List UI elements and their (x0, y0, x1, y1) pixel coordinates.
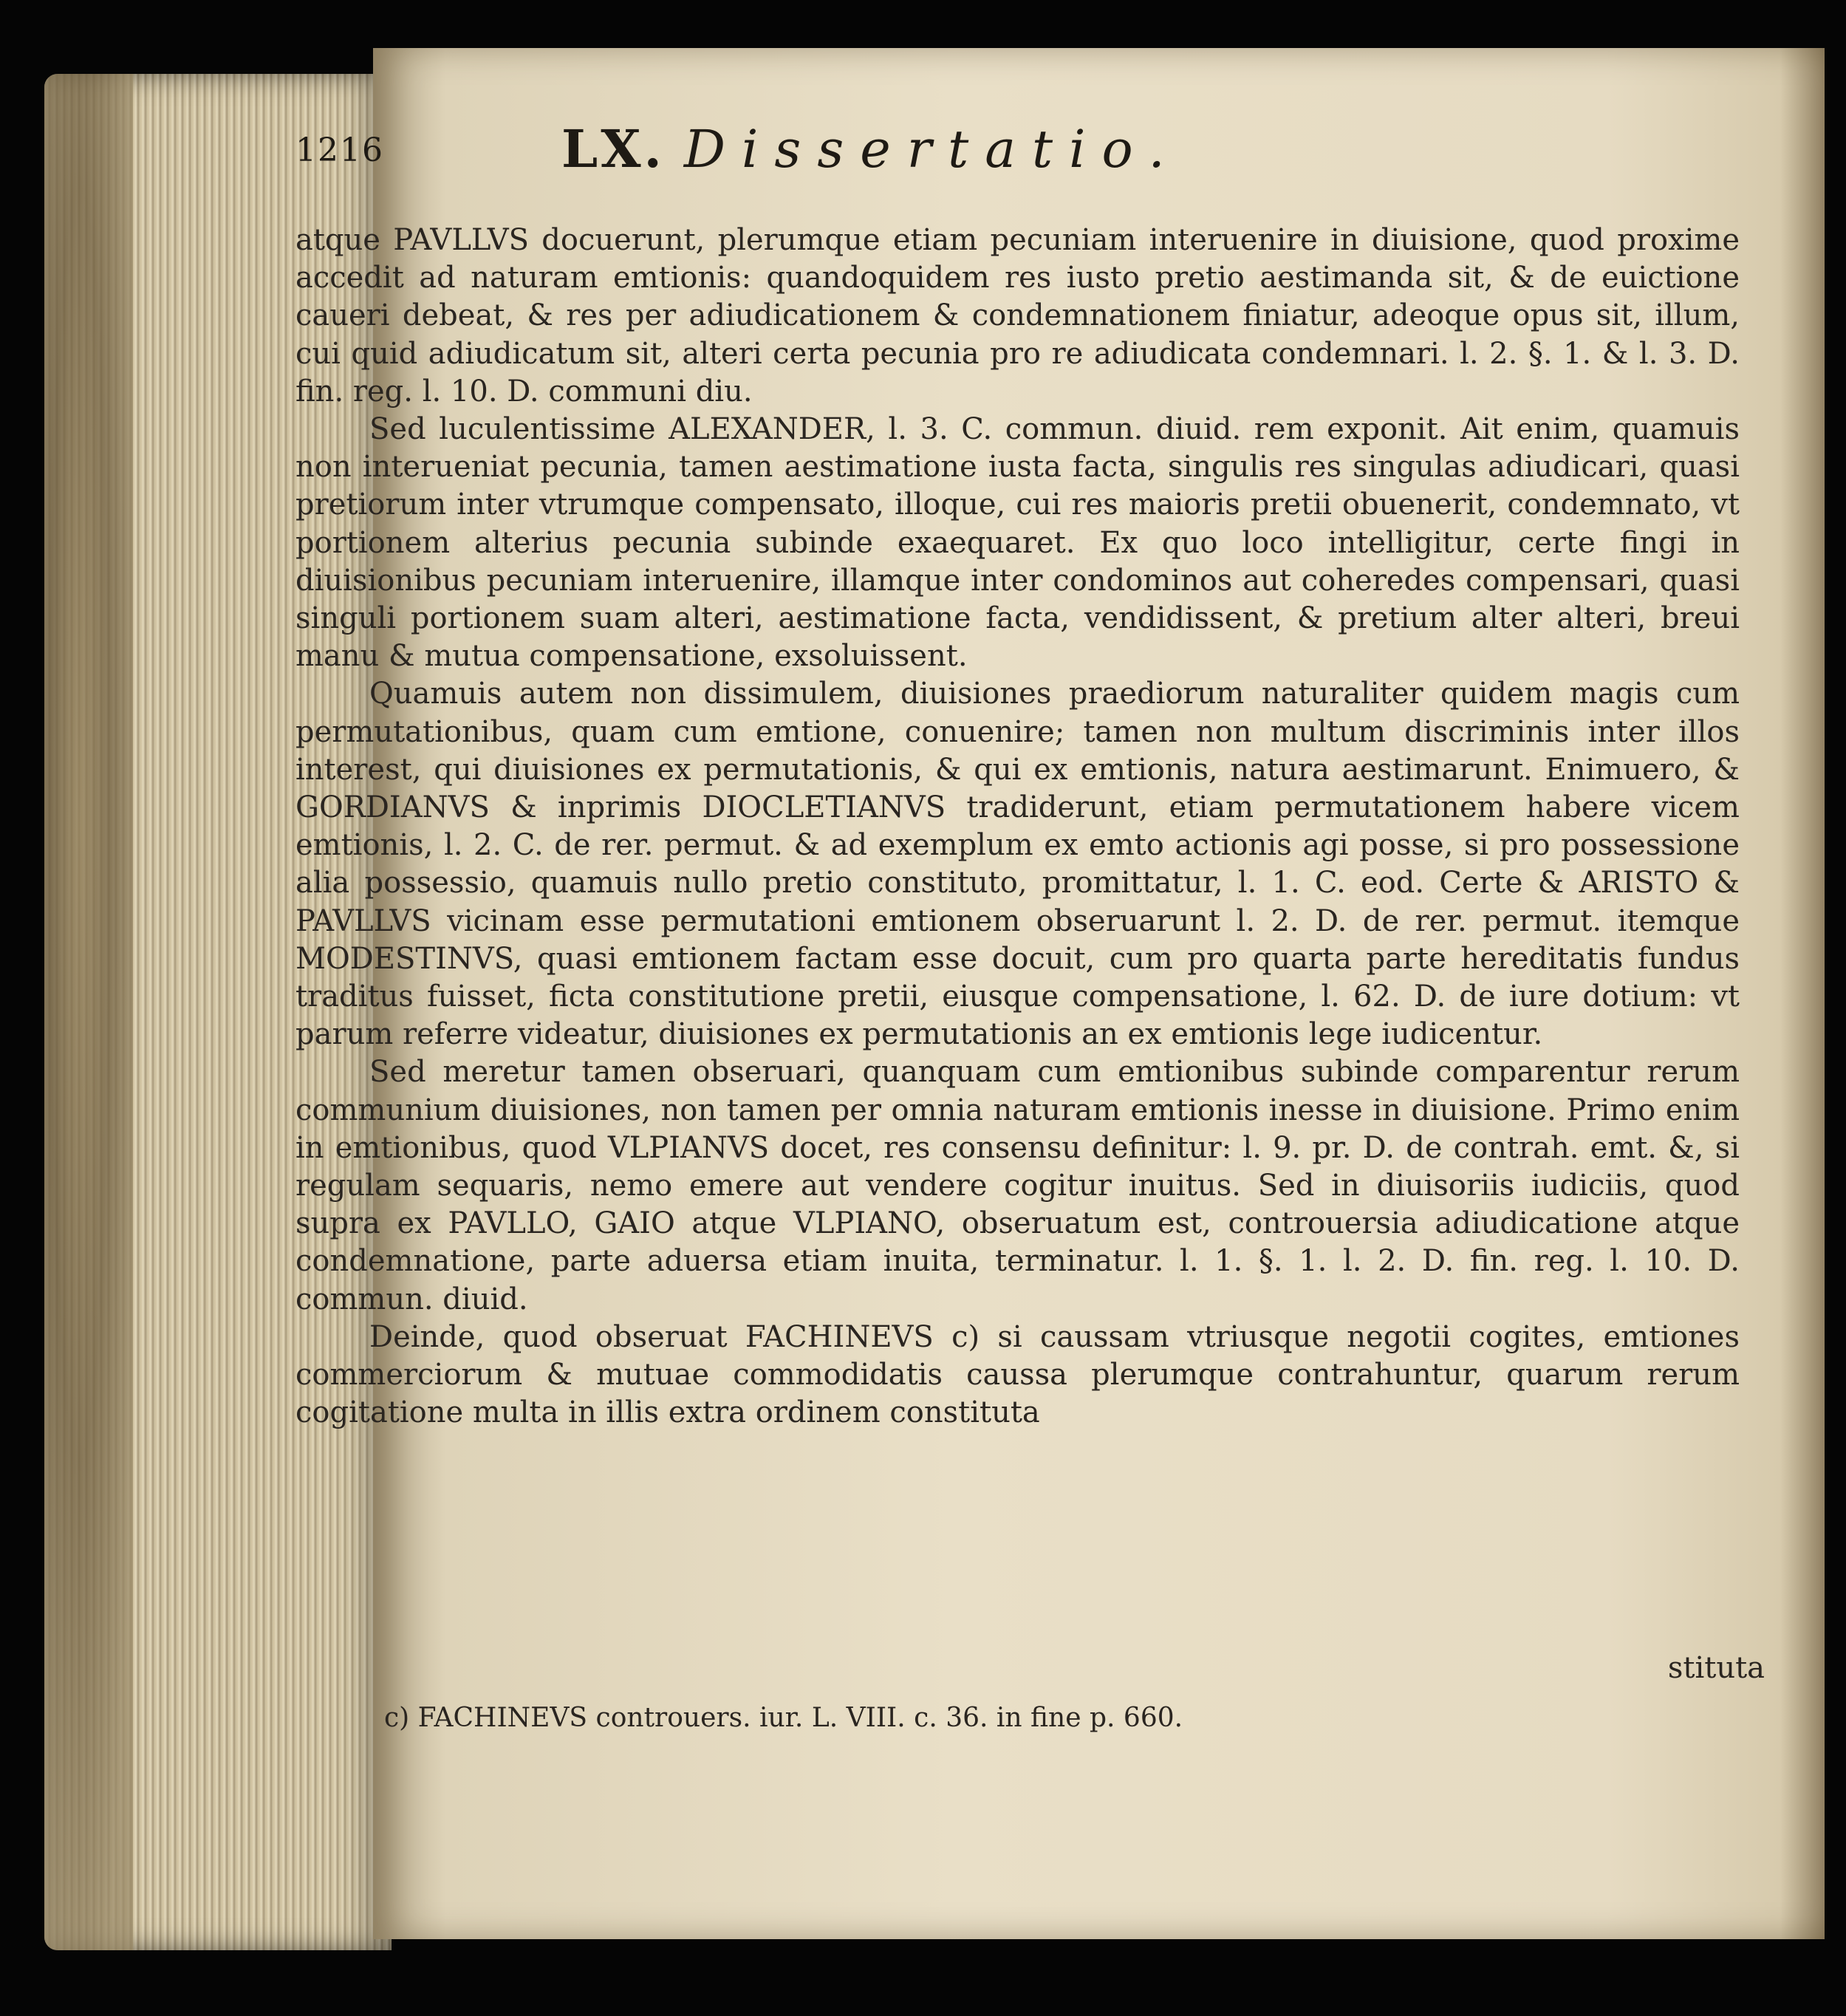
catchword: stituta (1667, 1651, 1765, 1685)
body-text (295, 222, 1740, 1432)
footnote: c) FACHINEVS controuers. iur. L. VIII. c. 36. in fine p. 660. (384, 1703, 1183, 1733)
paragraph-2: Sed luculentissime ALEXANDER, l. 3. C. commun. diuid. rem exponit. Ait enim, quamuis non interueniat pecunia, tamen aestimatione iusta facta, singulis res singulas adiudicari, quasi pretiorum inter vtrumque compensato, illoque, cui res maioris pretii obuenerit, condemnato, vt portionem alterius pecunia subinde exaequaret. Ex quo loco intelligitur, certe fingi in diuisionibus pecuniam interuenire, illamque inter condominos aut coheredes compensari, quasi singuli portionem suam alteri, aestimatione facta, vendidissent, & pretium alter alteri, breui manu & mutua compensatione, exsoluissent. (295, 412, 1740, 674)
paragraph-1: atque PAVLLVS docuerunt, plerumque etiam pecuniam interuenire in diuisione, quod proxime accedit ad naturam emtionis: quandoquidem res iusto pretio aestimanda sit, & de euictione caueri debeat, & res per adiudicationem & condemnationem finiatur, adeoque opus sit, illum, cui quid adiudicatum sit, alteri certa pecunia pro re adiudicata condemnari. l. 2. §. 1. & l. 3. D. fin. reg. l. 10. D. communi diu. (295, 223, 1740, 409)
paragraph-4: Sed meretur tamen obseruari, quanquam cum emtionibus subinde comparentur rerum communium diuisiones, non tamen per omnia naturam emtionis inesse in diuisione. Primo enim in emtionibus, quod VLPIANVS docet, res consensu definitur: l. 9. pr. D. de contrah. emt. &, si regulam sequaris, nemo emere aut vendere cogitur inuitus. Sed in diuisoriis iudiciis, quod supra ex PAVLLO, GAIO atque VLPIANO, obseruatum est, controuersia adiudicatione atque condemnatione, parte aduersa etiam inuita, terminatur. l. 1. §. 1. l. 2. D. fin. reg. l. 10. D. commun. diuid. (295, 1055, 1740, 1316)
chapter-word: Dissertatio. (683, 119, 1181, 180)
paragraph-5: Deinde, quod obseruat FACHINEVS c) si caussam vtriusque negotii cogites, emtiones commerciorum & mutuae commodidatis caussa plerumque contrahuntur, quarum rerum cogitatione multa in illis extra ordinem constituta (295, 1319, 1740, 1430)
gutter-shadow (1780, 48, 1825, 1939)
chapter-number: LX. (561, 118, 665, 180)
running-title (561, 118, 1181, 180)
page-number: 1216 (295, 131, 384, 169)
paragraph-3: Quamuis autem non dissimulem, diuisiones praediorum naturaliter quidem magis cum permutationibus, quam cum emtione, conuenire; tamen non multum discriminis inter illos interest, qui diuisiones ex permutationis, & qui ex emtionis, natura aestimarunt. Enimuero, & GORDIANVS & inprimis DIOCLETIANVS tradiderunt, etiam permutationem habere vicem emtionis, l. 2. C. de rer. permut. & ad exemplum ex emto actionis agi posse, si pro possessione alia possessio, quamuis nullo pretio constituto, promittatur, l. 1. C. eod. Certe & ARISTO & PAVLLVS vicinam esse permutationi emtionem obseruarunt l. 2. D. de rer. permut. itemque MODESTINVS, quasi emtionem factam esse docuit, cum pro quarta parte hereditatis fundus traditus fuisset, ficta constitutione pretii, eiusque compensatione, l. 62. D. de iure dotium: vt parum referre videatur, diuisiones ex permutationis an ex emtionis lege iudicentur. (295, 677, 1740, 1052)
running-header (295, 111, 1404, 192)
